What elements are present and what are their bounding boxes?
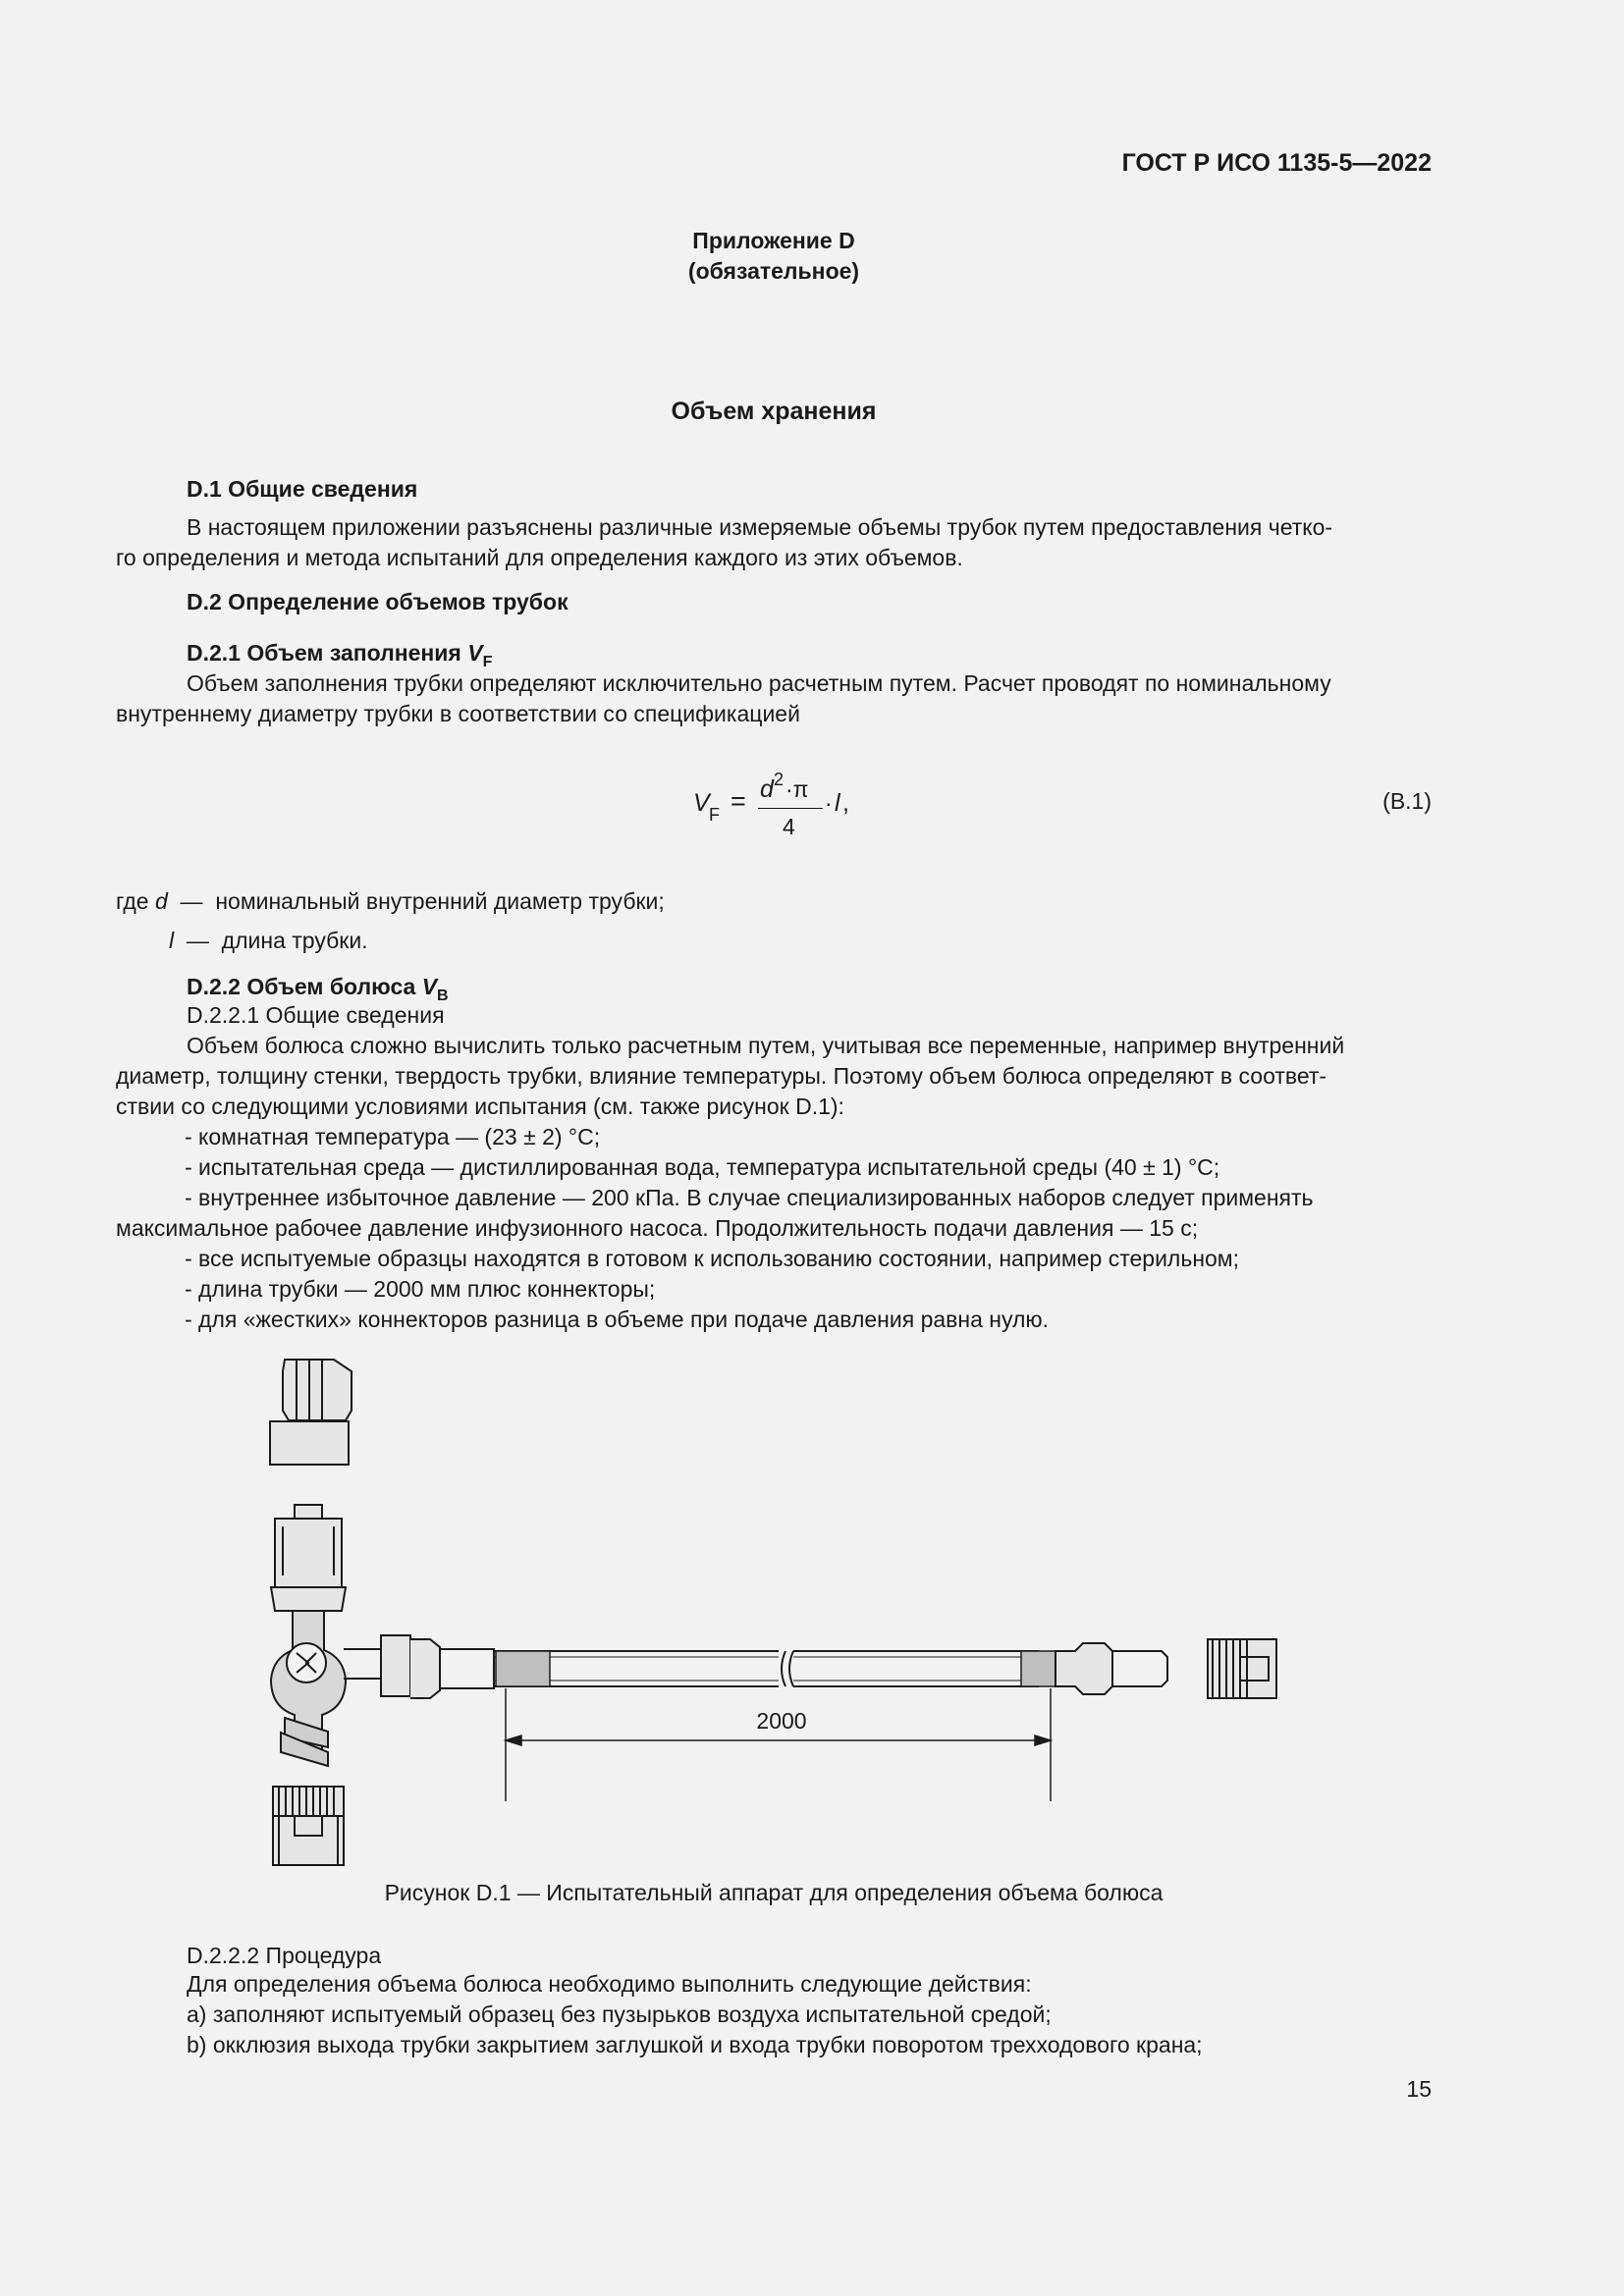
appendix-title: Приложение D (692, 228, 855, 253)
tube (494, 1651, 1056, 1686)
d22-paragraph-line3: ствии со следующими условиями испытания (см. также рисунок D.1): (116, 1094, 844, 1119)
bottom-cap (273, 1787, 344, 1865)
d222-intro: Для определения объема болюса необходимо выполнить следующие действия: (187, 1971, 1032, 1997)
heading-d21-text: D.2.1 Объем заполнения (187, 640, 468, 666)
d21-paragraph-line2: внутреннему диаметру трубки в соответствии со спецификацией (116, 701, 800, 726)
figure-d1 (0, 1345, 1624, 1885)
heading-d22-sub: B (437, 988, 449, 1004)
formula-lhs-sub: F (709, 805, 720, 825)
top-cap (270, 1360, 352, 1465)
d22-paragraph-line1: Объем болюса сложно вычислить только расчетным путем, учитывая все переменные, например внутренний (187, 1033, 1345, 1058)
list-item: - внутреннее избыточное давление — 200 кПа. В случае специализированных наборов следует применять (185, 1185, 1314, 1210)
stopcock (271, 1505, 383, 1766)
heading-d22-var: V (421, 974, 438, 999)
formula-numerator-exp: 2 (774, 770, 785, 789)
heading-d222: D.2.2.2 Процедура (187, 1943, 382, 1968)
heading-d21-var: V (467, 640, 483, 666)
formula-numerator-d: d (760, 775, 774, 803)
where-d (116, 886, 665, 917)
d1-paragraph-line2: го определения и метода испытаний для определения каждого из этих объемов. (116, 545, 963, 570)
list-item: - длина трубки — 2000 мм плюс коннекторы; (185, 1276, 656, 1302)
list-item: - все испытуемые образцы находятся в готовом к использованию состоянии, например стерильном; (185, 1246, 1240, 1271)
formula-comma: , (842, 789, 849, 817)
where-d-text: — номинальный внутренний диаметр трубки; (167, 888, 665, 914)
where-l (169, 926, 368, 956)
page-number: 15 (1406, 2076, 1432, 2102)
list-item: - испытательная среда — дистиллированная вода, температура испытательной среды (40 ± 1) °С; (185, 1154, 1220, 1180)
formula-fraction-bar (758, 808, 823, 809)
heading-d1: D.1 Общие сведения (187, 476, 418, 502)
heading-d21 (187, 638, 492, 668)
formula-label: (В.1) (1382, 788, 1432, 814)
section-title: Объем хранения (671, 398, 877, 425)
dimension-line (506, 1688, 1051, 1801)
formula-rhs-var: l (835, 789, 840, 817)
inlet-connector (381, 1635, 494, 1698)
heading-d22 (187, 972, 449, 1002)
dimension-label: 2000 (756, 1708, 807, 1734)
end-cap (1208, 1639, 1276, 1698)
heading-d221: D.2.2.1 Общие сведения (187, 1002, 445, 1028)
figure-caption: Рисунок D.1 — Испытательный аппарат для определения объема болюса (384, 1880, 1164, 1905)
heading-d21-sub: F (482, 654, 493, 670)
d1-paragraph-line1: В настоящем приложении разъяснены различные измеряемые объемы трубок путем предоставления четко- (187, 514, 1333, 540)
document-id: ГОСТ Р ИСО 1135-5—2022 (1121, 149, 1432, 177)
formula-dot: · (825, 790, 833, 816)
where-l-var: l (169, 928, 175, 953)
procedure-step: b) окклюзия выхода трубки закрытием заглушкой и входа трубки поворотом трехходового крана; (187, 2032, 1203, 2057)
heading-d22-text: D.2.2 Объем болюса (187, 974, 422, 999)
procedure-step: a) заполняют испытуемый образец без пузырьков воздуха испытательной средой; (187, 2002, 1052, 2027)
formula-denominator: 4 (783, 814, 795, 839)
list-item: - комнатная температура — (23 ± 2) °С; (185, 1124, 601, 1149)
formula (687, 771, 884, 849)
where-intro: где (116, 888, 155, 914)
where-l-text: — длина трубки. (174, 928, 368, 953)
list-item-continuation: максимальное рабочее давление инфузионного насоса. Продолжительность подачи давления — 15 с; (116, 1215, 1199, 1241)
where-d-var: d (154, 888, 168, 914)
d21-paragraph-line1: Объем заполнения трубки определяют исключительно расчетным путем. Расчет проводят по номинальному (187, 670, 1331, 696)
list-item: - для «жестких» коннекторов разница в объеме при подаче давления равна нулю. (185, 1307, 1050, 1332)
heading-d2: D.2 Определение объемов трубок (187, 589, 568, 614)
formula-equals: = (731, 786, 746, 816)
formula-lhs-var: V (693, 789, 710, 817)
outlet-connector (1056, 1643, 1167, 1694)
d22-paragraph-line2: диаметр, толщину стенки, твердость трубки, влияние температуры. Поэтому объем болюса определяют в соответ- (116, 1063, 1327, 1089)
formula-numerator-rest: ·π (785, 776, 809, 802)
appendix-status: (обязательное) (687, 258, 860, 284)
